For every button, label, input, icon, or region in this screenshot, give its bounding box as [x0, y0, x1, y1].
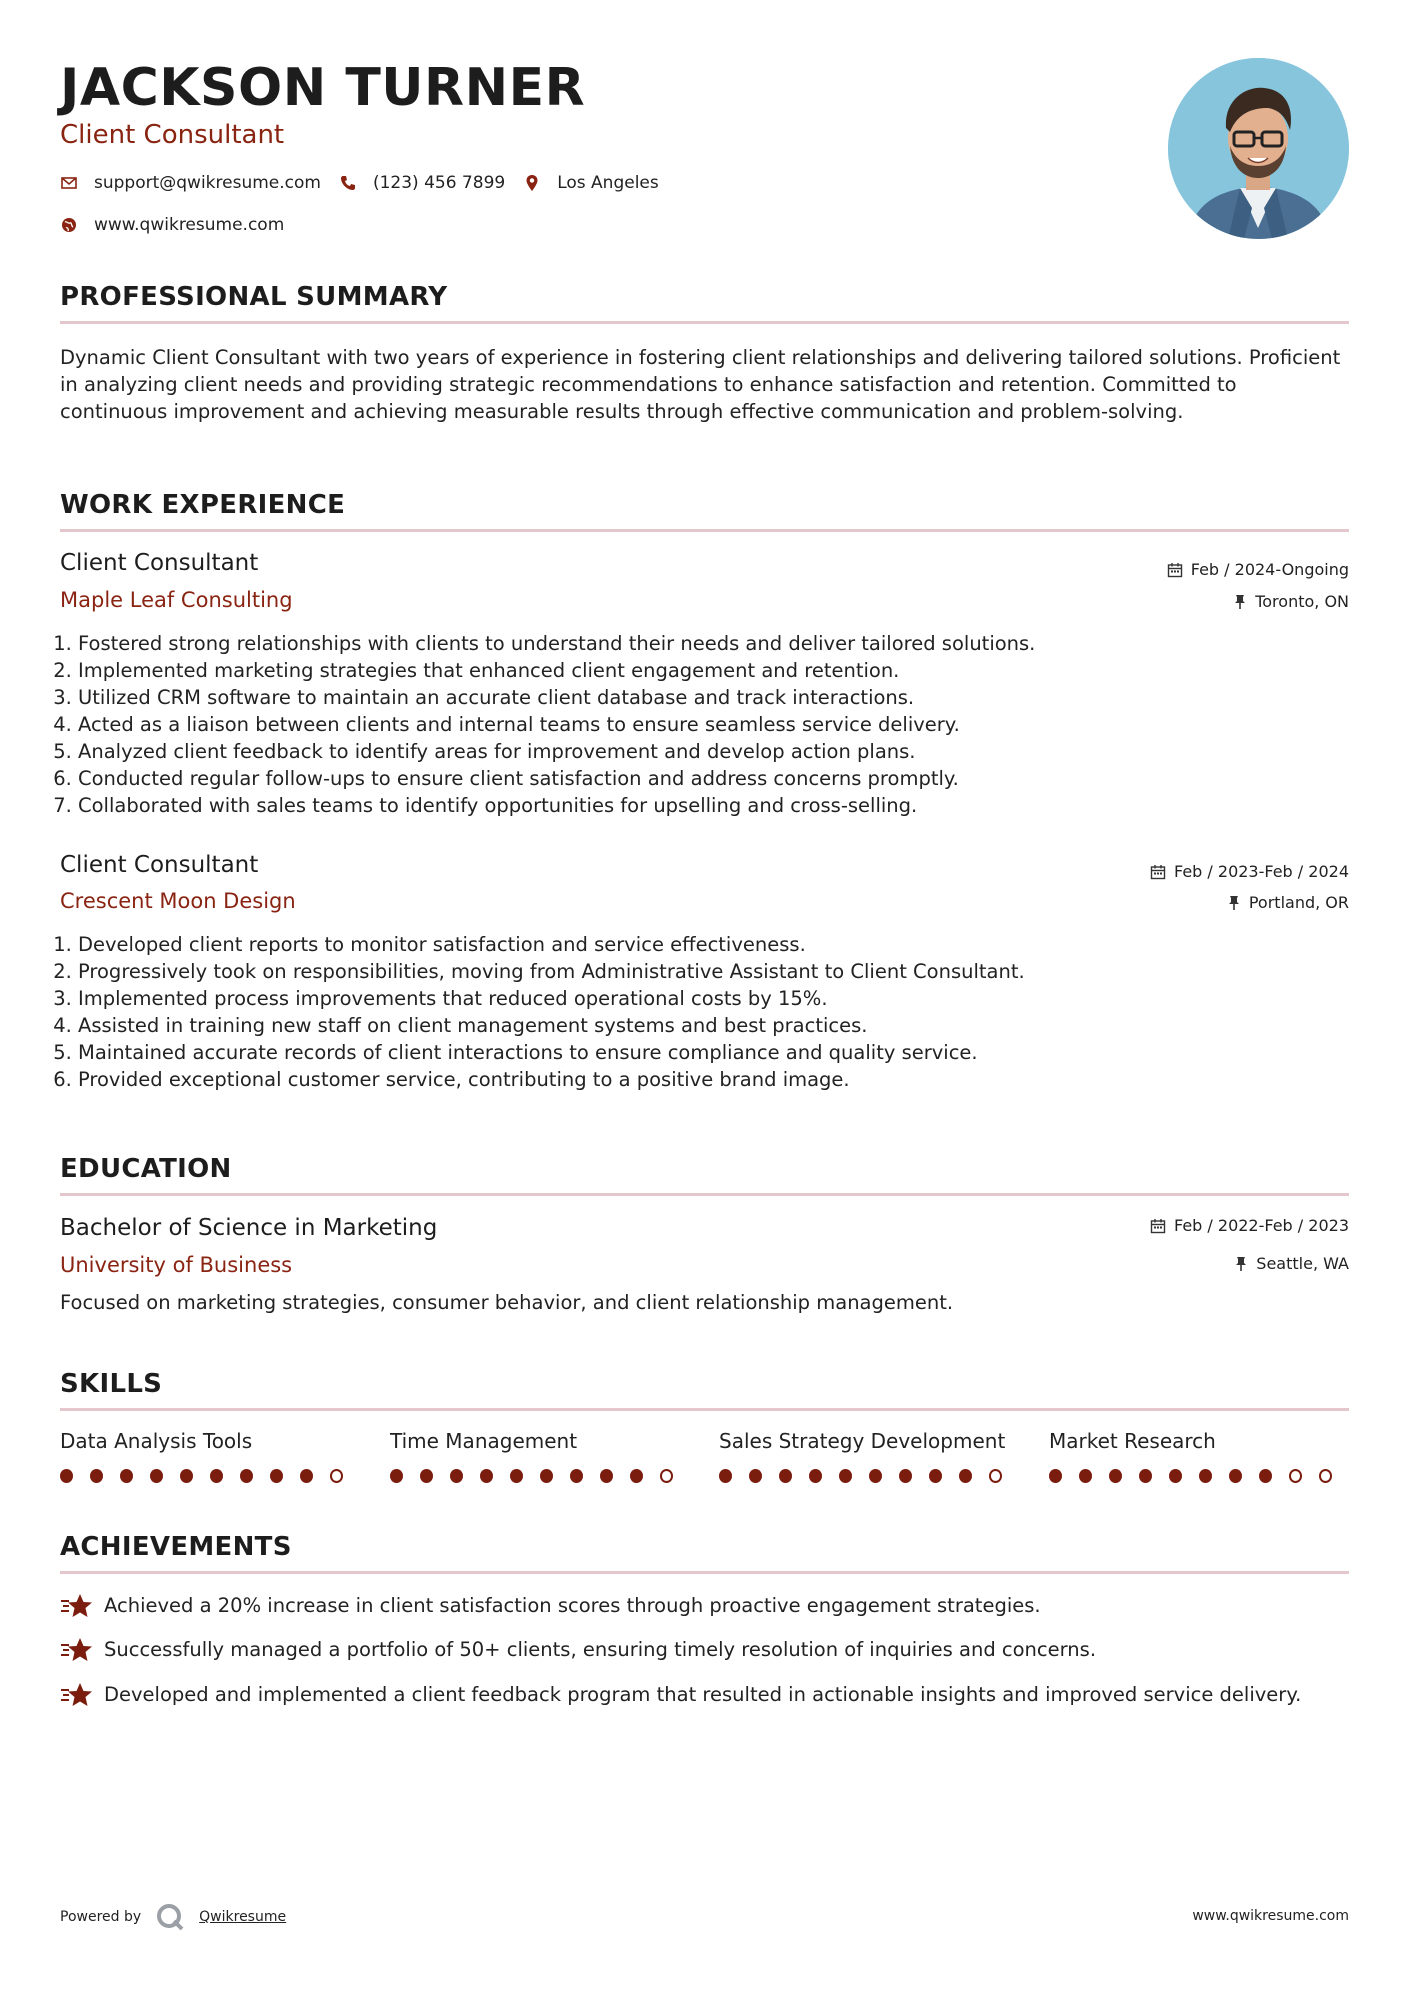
skill-rating: [1049, 1469, 1349, 1483]
star-achievement-icon: [60, 1592, 94, 1620]
rating-dot-filled: [839, 1469, 852, 1483]
calendar-icon: [1167, 562, 1183, 578]
list-item: 4. Acted as a liaison between clients and internal teams to ensure seamless service delivery.: [78, 711, 1348, 738]
rating-dot-filled: [749, 1469, 762, 1483]
job-2-location: [1227, 893, 1349, 912]
job-2-date-text: Feb / 2023-Feb / 2024: [1174, 862, 1349, 881]
globe-icon: [60, 216, 78, 234]
list-item: 1. Developed client reports to monitor satisfaction and service effectiveness.: [78, 931, 1348, 958]
phone-icon: [339, 174, 357, 192]
rating-dot-filled: [180, 1469, 193, 1483]
education-divider: [60, 1193, 1349, 1196]
list-item: 3. Implemented process improvements that reduced operational costs by 15%.: [78, 985, 1348, 1012]
pushpin-icon: [1233, 594, 1247, 610]
location-text: Los Angeles: [557, 173, 659, 193]
list-item: 3. Utilized CRM software to maintain an accurate client database and track interactions.: [78, 684, 1348, 711]
achievement-item: [60, 1592, 1349, 1620]
job-1-title: Client Consultant: [60, 550, 259, 576]
rating-dot-filled: [899, 1469, 912, 1483]
rating-dot-filled: [540, 1469, 553, 1483]
education-date-text: Feb / 2022-Feb / 2023: [1174, 1216, 1349, 1235]
list-item: 5. Maintained accurate records of client interactions to ensure compliance and quality service.: [78, 1039, 1348, 1066]
calendar-icon: [1150, 864, 1166, 880]
footer-url[interactable]: www.qwikresume.com: [1192, 1908, 1349, 1924]
rating-dot-empty: [1289, 1469, 1302, 1483]
list-item: 6. Conducted regular follow-ups to ensure client satisfaction and address concerns promptly.: [78, 765, 1348, 792]
skills-divider: [60, 1408, 1349, 1411]
skills-heading: SKILLS: [60, 1369, 163, 1399]
degree-title: Bachelor of Science in Marketing: [60, 1215, 438, 1241]
rating-dot-empty: [660, 1469, 673, 1483]
summary-text: Dynamic Client Consultant with two years of experience in fostering client relationships and delivering tailored solutions. Proficient in analyzing client needs and providing strategic recommendations to enhance satisfaction and retention. Committed to continuous improvement and achieving measurable results through effective communication and problem-solving.: [60, 346, 1341, 423]
skill-rating: [60, 1469, 360, 1483]
skill-item: [60, 1429, 360, 1483]
rating-dot-filled: [959, 1469, 972, 1483]
contact-row-2: [60, 215, 284, 235]
education-description: Focused on marketing strategies, consumer behavior, and client relationship management.: [60, 1291, 954, 1314]
rating-dot-filled: [150, 1469, 163, 1483]
experience-divider: [60, 529, 1349, 532]
profile-photo: [1168, 58, 1349, 239]
skill-item: [1049, 1429, 1349, 1483]
rating-dot-filled: [510, 1469, 523, 1483]
job-1-location-text: Toronto, ON: [1255, 592, 1349, 611]
skill-item: [719, 1429, 1019, 1483]
candidate-role: Client Consultant: [60, 120, 285, 150]
rating-dot-filled: [570, 1469, 583, 1483]
achievement-item: [60, 1636, 1349, 1664]
powered-by-label: Powered by: [60, 1909, 142, 1925]
job-1-company: Maple Leaf Consulting: [60, 588, 293, 612]
portrait-illustration: [1168, 58, 1349, 239]
education-date: [1150, 1216, 1349, 1235]
rating-dot-filled: [240, 1469, 253, 1483]
skill-item: [390, 1429, 690, 1483]
star-achievement-icon: [60, 1681, 94, 1709]
rating-dot-filled: [600, 1469, 613, 1483]
rating-dot-filled: [210, 1469, 223, 1483]
candidate-name: JACKSON TURNER: [60, 58, 586, 118]
rating-dot-filled: [90, 1469, 103, 1483]
rating-dot-filled: [420, 1469, 433, 1483]
rating-dot-filled: [1169, 1469, 1182, 1483]
rating-dot-filled: [1259, 1469, 1272, 1483]
rating-dot-filled: [1229, 1469, 1242, 1483]
achievement-text: Developed and implemented a client feedback program that resulted in actionable insights and improved service delivery.: [104, 1683, 1302, 1706]
list-item: 2. Implemented marketing strategies that enhanced client engagement and retention.: [78, 657, 1348, 684]
achievement-item: [60, 1681, 1349, 1709]
rating-dot-filled: [1109, 1469, 1122, 1483]
map-pin-icon: [523, 174, 541, 192]
rating-dot-filled: [1199, 1469, 1212, 1483]
list-item: 5. Analyzed client feedback to identify areas for improvement and develop action plans.: [78, 738, 1348, 765]
job-2-bullets: [60, 931, 1348, 1093]
rating-dot-filled: [270, 1469, 283, 1483]
rating-dot-filled: [480, 1469, 493, 1483]
list-item: 2. Progressively took on responsibilities, moving from Administrative Assistant to Client Consultant.: [78, 958, 1348, 985]
rating-dot-filled: [779, 1469, 792, 1483]
qwikresume-logo: [155, 1902, 185, 1932]
rating-dot-filled: [1139, 1469, 1152, 1483]
star-achievement-icon: [60, 1636, 94, 1664]
job-1-location: [1233, 592, 1349, 611]
skill-rating: [719, 1469, 1019, 1483]
rating-dot-filled: [300, 1469, 313, 1483]
summary-heading: PROFESSIONAL SUMMARY: [60, 282, 448, 312]
job-2-date: [1150, 862, 1349, 881]
rating-dot-filled: [1079, 1469, 1092, 1483]
rating-dot-filled: [719, 1469, 732, 1483]
rating-dot-empty: [1319, 1469, 1332, 1483]
experience-heading: WORK EXPERIENCE: [60, 490, 346, 520]
pushpin-icon: [1227, 895, 1241, 911]
envelope-icon: [60, 174, 78, 192]
rating-dot-filled: [869, 1469, 882, 1483]
rating-dot-filled: [809, 1469, 822, 1483]
summary-divider: [60, 321, 1349, 324]
education-heading: EDUCATION: [60, 1154, 232, 1184]
rating-dot-filled: [390, 1469, 403, 1483]
pushpin-icon: [1234, 1256, 1248, 1272]
achievements-heading: ACHIEVEMENTS: [60, 1532, 292, 1562]
skill-rating: [390, 1469, 690, 1483]
rating-dot-filled: [630, 1469, 643, 1483]
job-1-bullets: [60, 630, 1348, 819]
list-item: 6. Provided exceptional customer service, contributing to a positive brand image.: [78, 1066, 1348, 1093]
education-location-text: Seattle, WA: [1256, 1254, 1349, 1273]
qwikresume-link[interactable]: Qwikresume: [199, 1909, 287, 1925]
skill-label: Time Management: [390, 1429, 578, 1453]
list-item: 1. Fostered strong relationships with clients to understand their needs and deliver tailored solutions.: [78, 630, 1348, 657]
rating-dot-empty: [330, 1469, 343, 1483]
phone-text[interactable]: (123) 456 7899: [372, 173, 506, 193]
job-2-location-text: Portland, OR: [1248, 893, 1349, 912]
education-location: [1234, 1254, 1349, 1273]
rating-dot-filled: [120, 1469, 133, 1483]
skill-label: Market Research: [1049, 1429, 1216, 1453]
rating-dot-filled: [60, 1469, 73, 1483]
website-link[interactable]: www.qwikresume.com: [94, 215, 285, 235]
job-2-title: Client Consultant: [60, 852, 259, 878]
list-item: 7. Collaborated with sales teams to identify opportunities for upselling and cross-selling.: [78, 792, 1348, 819]
rating-dot-empty: [989, 1469, 1002, 1483]
achievements-divider: [60, 1571, 1349, 1574]
contact-row-1: [60, 173, 659, 193]
achievement-text: Successfully managed a portfolio of 50+ clients, ensuring timely resolution of inquiries and concerns.: [104, 1638, 1097, 1661]
email-link[interactable]: support@qwikresume.com: [94, 173, 321, 193]
achievement-text: Achieved a 20% increase in client satisfaction scores through proactive engagement strategies.: [104, 1594, 1041, 1617]
job-1-date-text: Feb / 2024-Ongoing: [1190, 560, 1349, 579]
footer-powered-by: [60, 1902, 286, 1932]
skill-label: Data Analysis Tools: [60, 1429, 253, 1453]
job-1-date: [1167, 560, 1349, 579]
school-name: University of Business: [60, 1253, 293, 1277]
calendar-icon: [1150, 1218, 1166, 1234]
rating-dot-filled: [450, 1469, 463, 1483]
rating-dot-filled: [1049, 1469, 1062, 1483]
job-2-company: Crescent Moon Design: [60, 889, 296, 913]
skill-label: Sales Strategy Development: [719, 1429, 1006, 1453]
rating-dot-filled: [929, 1469, 942, 1483]
list-item: 4. Assisted in training new staff on client management systems and best practices.: [78, 1012, 1348, 1039]
